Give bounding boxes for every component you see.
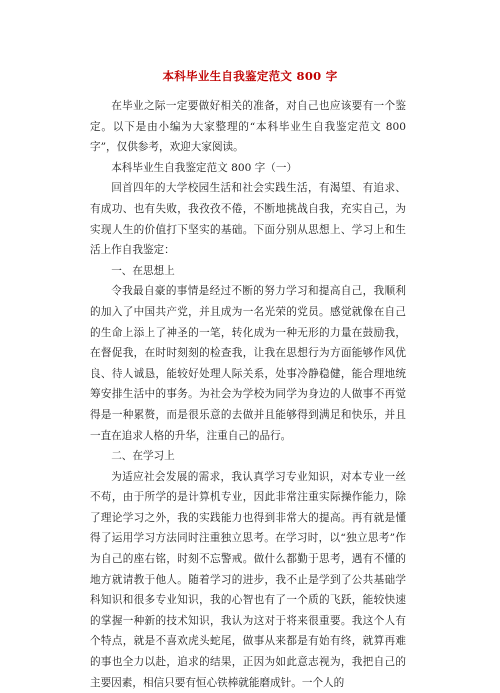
- document-body: [90, 96, 406, 693]
- heading-study: 二、在学习上: [111, 450, 175, 463]
- heading-thought: 一、在思想上: [111, 264, 175, 277]
- overview-paragraph: 回首四年的大学校园生活和社会实践生活，有渴望、有追求、有成功、也有失败，我孜孜不倦，不断地挑战自我，充实自己，为实现人生的价值打下坚实的基础。下面分别从思想上、学习上和生活上作自我鉴定：: [90, 182, 406, 257]
- intro-paragraph: 在毕业之际一定要做好相关的准备，对自己也应该要有一个鉴定。以下是由小编为大家整理的“本科毕业生自我鉴定范文 800 字”，仅供参考，欢迎大家阅读。: [90, 100, 406, 154]
- section-title: 本科毕业生自我鉴定范文 800 字（一）: [111, 161, 298, 174]
- thought-paragraph: 令我最自豪的事情是经过不断的努力学习和提高自己，我顺利的加入了中国共产党，并且成为一名光荣的党员。感觉就像在自己的生命上添上了神圣的一笔，转化成为一种无形的力量在鼓励我，在督促我，在时时刻刻的检查我，让我在思想行为方面能够作风优良、待人诚恳，能较好处理人际关系，处事冷静稳健，能合理地统筹安排生活中的事务。为社会为学校为同学为身边的人做事不再觉得是一种累赘，而是很乐意的去做并且能够得到满足和快乐，并且一直在追求人格的升华，注重自己的品行。: [90, 285, 406, 442]
- document-title: 本科毕业生自我鉴定范文 800 字: [162, 69, 338, 83]
- study-paragraph: 为适应社会发展的需求，我认真学习专业知识，对本专业一丝不苟，由于所学的是计算机专业，因此非常注重实际操作能力，除了理论学习之外，我的实践能力也得到非常大的提高。再有就是懂得了运用学习方法同时注重独立思考。在学习时，以“独立思考”作为自己的座右铭，时刻不忘警戒。做什么都勤于思考，遇有不懂的地方就请教于他人。随着学习的进步，我不止是学到了公共基础学科知识和很多专业知识，我的心智也有了一个质的飞跃，能较快速的掌握一种新的技术知识，我认为这对于将来很重要。我这个人有个特点，就是不喜欢虎头蛇尾，做事从来都是有始有终，就算再难的事也全力以赴，追求的结果，正因为如此意志视为，我把自己的主要因素，相信只要有恒心铁棒就能磨成针。一个人的: [90, 470, 406, 689]
